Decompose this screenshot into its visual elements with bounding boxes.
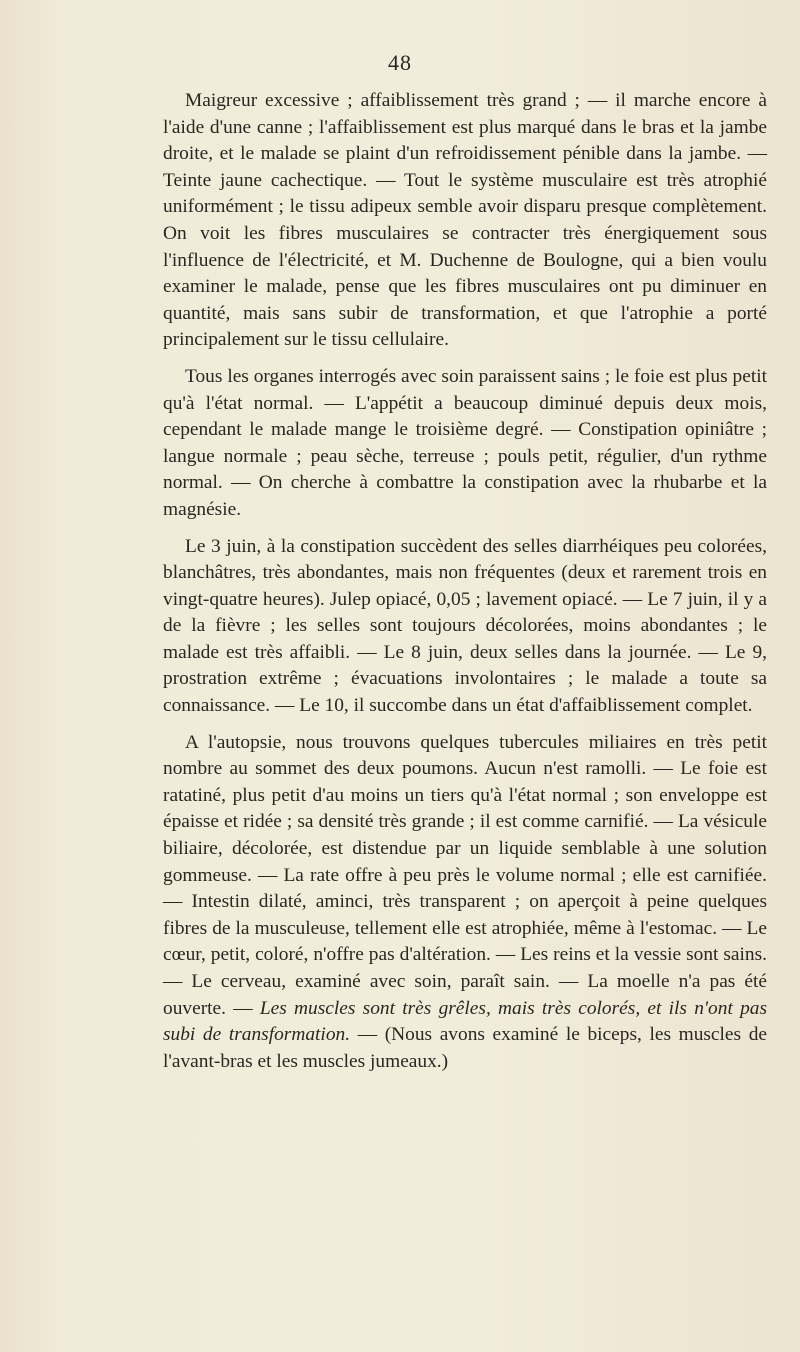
paragraph-4 [163,730,767,1076]
paragraph-1: Maigreur excessive ; affaiblissement très grand ; — il marche encore à l'aide d'une canne ; l'affaiblissement est plus marqué dans le bras et la jambe droite, et le malade se plaint d'un refroidissement pénible dans la jambe. — Teinte jaune cachectique. — Tout le système musculaire est très atrophié uniformément ; le tissu adipeux semble avoir disparu presque complètement. On voit les fibres musculaires se contracter très énergiquement sous l'influence de l'électricité, et M. Duchenne de Boulogne, qui a bien voulu examiner le malade, pense que les fibres musculaires ont pu diminuer en quantité, mais sans subir de transformation, et que l'atrophie a porté principalement sur le tissu cellulaire. [163,90,767,351]
paragraph-3: Le 3 juin, à la constipation succèdent des selles diarrhéiques peu colorées, blanchâtres, très abondantes, mais non fréquentes (deux et rarement trois en vingt-quatre heures). Julep opiacé, 0,05 ; lavement opiacé. — Le 7 juin, il y a de la fièvre ; les selles sont toujours décolorées, moins abondantes ; le malade est très affaibli. — Le 8 juin, deux selles dans la journée. — Le 9, prostration extrême ; évacuations involontaires ; le malade a toute sa connaissance. — Le 10, il succombe dans un état d'affaiblissement complet. [163,535,767,717]
autopsy-note: — (Nous avons examiné le biceps, les muscles de l'avant-bras et les muscles jumeaux.) [163,1024,767,1072]
autopsy-text: A l'autopsie, nous trouvons quelques tubercules miliaires en très petit nombre au sommet des deux poumons. Aucun n'est ramolli. — Le foie est ratatiné, plus petit d'au moins un tiers qu'à l'état normal ; son enveloppe est épaisse et ridée ; sa densité très grande ; il est comme carnifié. — La vésicule biliaire, décolorée, est distendue par un liquide semblable à une solution gommeuse. — La rate offre à peu près le volume normal ; elle est carnifiée. — Intestin dilaté, aminci, très transparent ; on aperçoit à peine quelques fibres de la musculeuse, tellement elle est atrophiée, même à l'estomac. — Le cœur, petit, coloré, n'offre pas d'altération. — Les reins et la vessie sont sains. — Le cerveau, examiné avec soin, paraît sain. — La moelle n'a pas été ouverte. — [163,731,767,1019]
page-number: 48 [388,50,412,75]
italic-conclusion: Les muscles sont très grêles, mais très colorés, et ils n'ont pas subi de transformation. [163,997,768,1046]
paragraph-2: Tous les organes interrogés avec soin paraissent sains ; le foie est plus petit qu'à l'état normal. — L'appétit a beaucoup diminué depuis deux mois, cependant le malade mange le troisième degré. — Constipation opiniâtre ; langue normale ; peau sèche, terreuse ; pouls petit, régulier, d'un rythme normal. — On cherche à combattre la constipation avec la rhubarbe et la magnésie. [163,365,767,520]
body-text [163,88,767,1085]
